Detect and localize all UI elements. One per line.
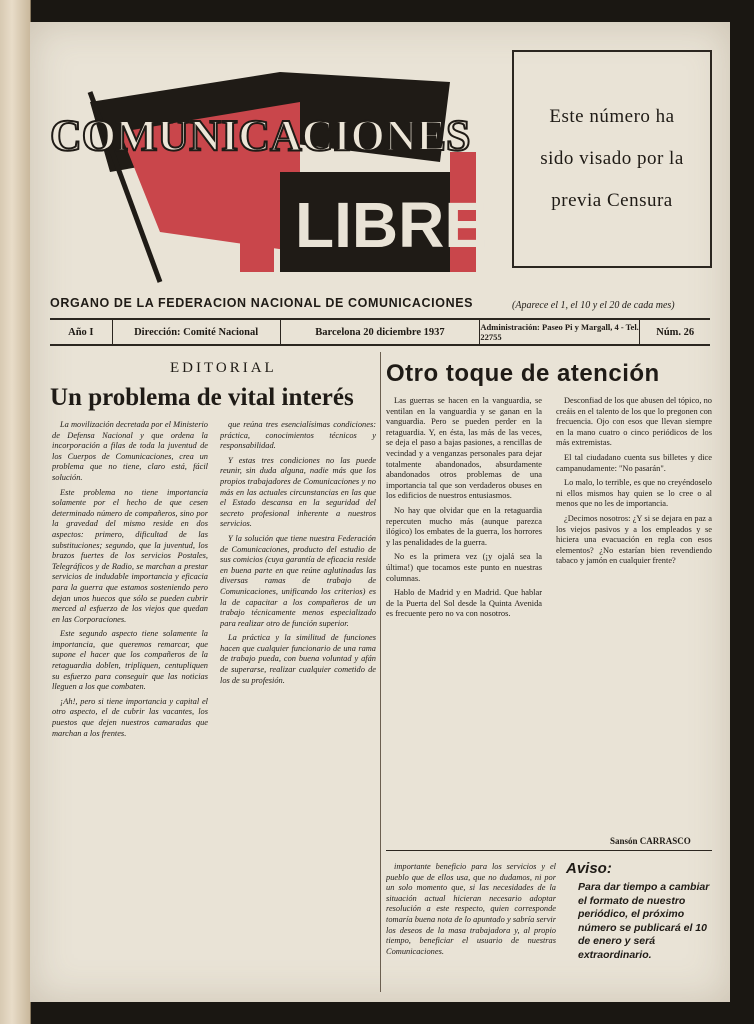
masthead-logo [50, 42, 490, 292]
paragraph: ¿Decimos nosotros: ¿Y si se dejara en paz a los viejos pasivos y a los empleados y se hiciera una evacuación en regla con esos elementos? ¿No estarían bien revendiendo tabaco y jamón en cualquier frente? [556, 513, 712, 566]
paragraph: El tal ciudadano cuenta sus billetes y dice campanudamente: "No pasarán". [556, 452, 712, 473]
paragraph: Y la solución que tiene nuestra Federación de Comunicaciones, producto del estudio de sus comicios (cuya garantía de eficacia reside en buena parte en que reúne aglutinadas las diversas ramas de trabajo de Comunicaciones, unificando los criterios) es la de capacitar a los compañeros de un trabajo técnicamente menos especializado para realizar otro de función superior. [220, 533, 376, 628]
issue-number: Núm. 26 [656, 326, 695, 338]
censorship-line-3: previa Censura [551, 190, 673, 211]
paragraph: ¡Ah!, pero si tiene importancia y capital el otro aspecto, el de cubrir las vacantes, los puestos que dejen nuestros camaradas que marchan a los frentes. [52, 696, 208, 738]
organ-subtitle: ORGANO DE LA FEDERACION NACIONAL DE COMUNICACIONES [50, 296, 474, 310]
binding-edge [0, 0, 31, 1024]
censorship-line-1: Este número ha [549, 106, 675, 127]
editorial-headline: Un problema de vital interés [50, 384, 354, 411]
paragraph: Este problema no tiene importancia solamente por el hecho de que cesen determinado número de compañeros, sino por la gravedad del mismo reside en dos aspectos: primero, dificultad de las substituciones; segundo, que la juventud, los brazos fuertes de los servicios Postales, Telegráficos y de Radio, se marchan a prestar servicios de indudable importancia y eficacia para la guerra que estamos sosteniendo pero dejan unos huecos que sólo se pueden cubrir merced al esfuerzo de los viejos que quedan en las Corporaciones. [52, 487, 208, 624]
section-label: EDITORIAL [170, 360, 277, 376]
direction-label: Dirección: Comité Nacional [113, 320, 281, 344]
masthead-subtitle: LIBRE [295, 189, 487, 261]
notice-title: Aviso: [566, 860, 612, 877]
article-column-2 [556, 396, 712, 836]
paragraph: No es la primera vez (¡y ojalá sea la última!) que tocamos este punto en nuestras columnas. [386, 552, 542, 583]
paragraph: importante beneficio para los servicios y el pueblo que de ellos usa, que no dudamos, ni por un solo momento que, si las necesidades de la situación actual hicieran necesario adoptar resolución a este respecto, quien corresponde tomaría buena nota de lo apuntado y sabría servir los deseos de la masa trabajadora y, al propio tiempo, beneficiar el usuario de nuestras Comunicaciones. [386, 862, 556, 956]
year-label: Año I [50, 320, 113, 344]
article-column-1 [386, 396, 542, 836]
publication-schedule: (Aparece el 1, el 10 y el 20 de cada mes) [512, 300, 675, 311]
horizontal-rule [386, 850, 712, 851]
paragraph: La práctica y la similitud de funciones hacen que cualquier funcionario de una rama de trabajo pueda, con buena voluntad y afán de superarse, realizar cualquier cometido de los de su profesión. [220, 633, 376, 685]
paragraph: que reúna tres esencialísimas condiciones: práctica, conocimientos técnicos y responsabilidad. [220, 420, 376, 451]
paragraph: Y estas tres condiciones no las puede reunir, sin duda alguna, nadie más que los propios trabajadores de Comunicaciones y no más en las actuales circunstancias en las que el Estado descansa en la seguridad del secreto profesional inherente a nuestros servicios. [220, 455, 376, 529]
paragraph: Desconfiad de los que abusen del tópico, no creáis en el talento de los que lo pregonen con frecuencia. Ojo con esos que llevan siempre en la mano cuatro o cinco periódicos de los más extremistas. [556, 396, 712, 448]
paragraph: Hablo de Madrid y en Madrid. Que hablar de la Puerta del Sol desde la Quinta Avenida es frecuente pero no va con nosotros. [386, 588, 542, 619]
info-bar [50, 318, 710, 346]
editorial-column-2 [220, 420, 376, 980]
notice-text: Para dar tiempo a cambiar el formato de nuestro periódico, el próximo número se publicará el 10 de enero y será extraordinario. [578, 881, 710, 961]
editorial-continuation [386, 862, 556, 992]
article-headline: Otro toque de atención [386, 360, 660, 387]
paragraph: No hay que olvidar que en la retaguardia repercuten mucho más (aunque parezca ilógico) los embates de la guerra, los horrores y las penalidades de la guerra. [386, 505, 542, 547]
paragraph: Este segundo aspecto tiene solamente la importancia, que queremos remarcar, que supone el hacer que los compañeros de la retaguardia doblen, tripliquen, centupliquen su esfuerzo para conseguir que las noticias lleguen a los que combaten. [52, 629, 208, 692]
censorship-box [512, 50, 712, 268]
masthead-title: COMUNICACIONES [50, 111, 471, 160]
censorship-line-2: sido visado por la [540, 148, 684, 169]
column-divider [380, 352, 381, 992]
editorial-column-1 [52, 420, 208, 980]
paragraph: Las guerras se hacen en la vanguardia, se ventilan en la vanguardia y se ganan en la vanguardia. Pero se pueden perder en la retaguardia. Y, en ésta, las más de las veces, se deja el paso a bajas pasiones, a rencillas de vecindad y a venganzas personales para dejar totalmente abandonados, absurdamente abandonados otros problemas de una importancia tal que son verdaderos obuses en los edificios de nuestros entusiasmos. [386, 396, 542, 501]
administration-label: Administración: Paseo Pi y Margall, 4 - Tel. 22755 [480, 322, 639, 342]
article-signature: Sansón CARRASCO [610, 836, 691, 846]
notice-box [566, 860, 716, 980]
paragraph: Lo malo, lo terrible, es que no creyéndoselo ni ellos mismos hay quien se lo cree o al menos que no les de importancia. [556, 478, 712, 509]
date-label: Barcelona 20 diciembre 1937 [281, 320, 481, 344]
paragraph: La movilización decretada por el Ministerio de Defensa Nacional y que ordena la incorporación a filas de toda la juventud de los Cuerpos de Comunicaciones, crea un problema que no tiene, claro está, fácil solución. [52, 420, 208, 482]
newspaper-page [30, 22, 730, 1002]
